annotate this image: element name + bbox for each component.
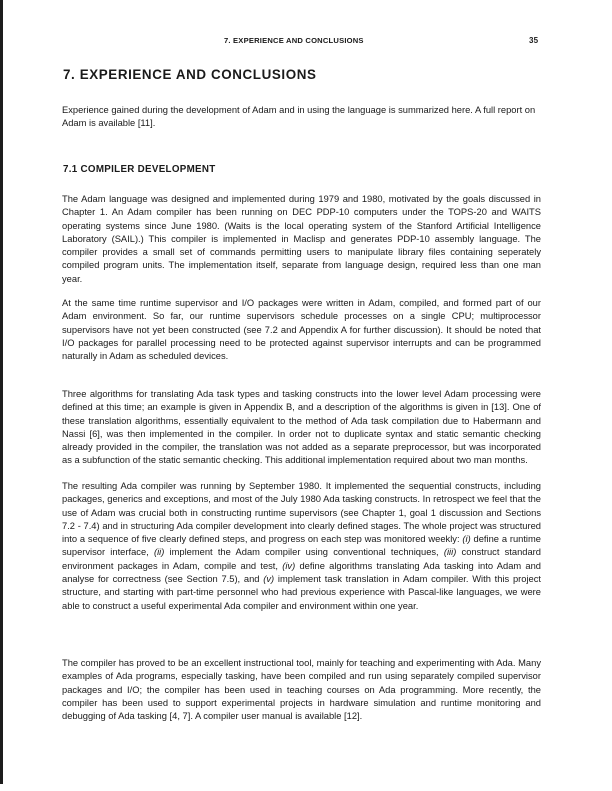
step-marker-3: (iii) bbox=[443, 547, 457, 558]
running-head-title: 7. EXPERIENCE AND CONCLUSIONS bbox=[224, 36, 364, 45]
page-number: 35 bbox=[529, 36, 539, 45]
running-head bbox=[0, 36, 612, 48]
step-text-5: implement task translation in Adam compiler. With this project structure, and starting with part-time personnel who had previous experience with Pascal-like languages, we were able to construct a useful experimental Ada compiler and environment within one year. bbox=[62, 574, 541, 611]
paragraph-4 bbox=[62, 480, 541, 613]
paragraph-1 bbox=[62, 193, 541, 286]
paragraph-5 bbox=[62, 657, 541, 723]
section-title: 7.1 COMPILER DEVELOPMENT bbox=[63, 164, 216, 175]
step-text-2: implement the Adam compiler using conventional techniques, bbox=[164, 547, 444, 558]
paragraph-2 bbox=[62, 297, 541, 363]
chapter-title: 7. EXPERIENCE AND CONCLUSIONS bbox=[63, 67, 317, 82]
scan-edge-line bbox=[0, 0, 3, 784]
step-text-1: define a runtime supervisor interface, bbox=[62, 534, 541, 558]
paragraph-3 bbox=[62, 388, 541, 468]
paragraph-text: At the same time runtime supervisor and I/O packages were written in Adam, compiled, and formed part of our Adam environment. So far, our runtime supervisors schedule processes on a single CPU; multiprocessor supervisors have not yet been constructed (see 7.2 and Appendix A for further discussion). It should be noted that I/O packages for parallel processing need to be protected against supervisor interrupts and can be programmed naturally in Adam as scheduled devices. bbox=[62, 298, 541, 362]
step-text-3: construct standard environment packages in Adam, compile and test, bbox=[62, 547, 541, 571]
paragraph-lead: The resulting Ada compiler was running by September 1980. It implemented the sequential constructs, including packages, generics and exceptions, and most of the July 1980 Ada tasking constructs. In retrospect we feel that the use of Adam was crucial both in constructing runtime supervisors (see Chapter 1, goal 1 discussion and Sections 7.2 - 7.4) and in structuring Ada compiler development into clearly defined stages. The whole project was structured into a sequence of five clearly defined steps, and progress on each step was monitored weekly: bbox=[62, 481, 541, 545]
step-marker-5: (v) bbox=[263, 574, 275, 585]
paragraph-text: The compiler has proved to be an excellent instructional tool, mainly for teaching and experimenting with Ada. Many examples of Ada programs, especially tasking, have been compiled and run using separately compiled supervisor packages and I/O; the compiler has been used in teaching courses on Ada programming. More recently, the compiler has been used to support experimental projects in hardware simulation and runtime monitoring and debugging of Ada tasking [4, 7]. A compiler user manual is available [12]. bbox=[62, 658, 541, 722]
chapter-intro bbox=[62, 104, 541, 131]
step-text-4: define algorithms translating Ada tasking into Adam and analyse for correctness (see Section 7.5), and bbox=[62, 560, 541, 585]
step-marker-4: (iv) bbox=[282, 560, 296, 571]
step-marker-2: (ii) bbox=[153, 547, 165, 558]
paragraph-text: The Adam language was designed and implemented during 1979 and 1980, motivated by the goals discussed in Chapter 1. An Adam compiler has been running on DEC PDP-10 computers under the TOPS-20 and WAITS operating systems since June 1980. (Waits is the local operating system of the Stanford Artificial Intelligence Laboratory (SAIL).) This compiler is implemented in Maclisp and generates PDP-10 assembly language. The compiler provides a small set of commands permitting users to manipulate library files containing seperately compiled program units. The implementation itself, separate from language design, required less than one man year. bbox=[62, 194, 541, 284]
paragraph-text: Three algorithms for translating Ada task types and tasking constructs into the lower level Adam processing were defined at this time; an example is given in Appendix B, and a description of the algorithms is given in [13]. One of these translation algorithms, essentially equivalent to the method of Ada task compilation due to Habermann and Nassi [6], was then implemented in the compiler. In order not to duplicate syntax and static semantic checking already provided in the compiler, the translation was not added as a separate preprocessor, but was incorporated as a subfunction of the static semantic checking. This additional implementation required about two man months. bbox=[62, 389, 541, 466]
step-marker-1: (i) bbox=[462, 534, 471, 545]
paragraph-text bbox=[62, 480, 541, 613]
intro-paragraph: Experience gained during the development of Adam and in using the language is summarized here. A full report on Adam is available [11]. bbox=[62, 105, 536, 129]
